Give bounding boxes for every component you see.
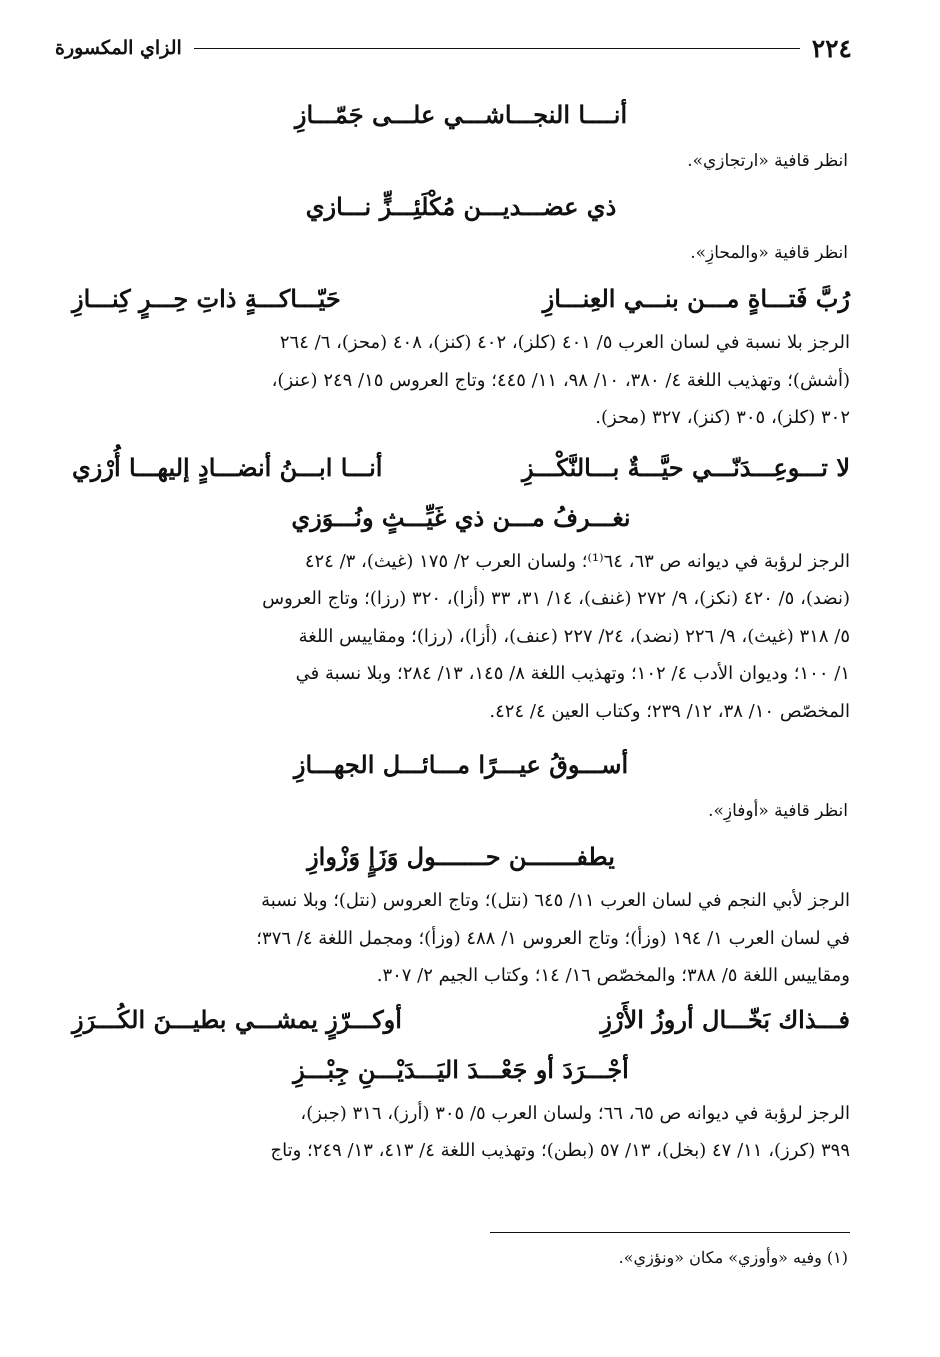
- citation-line: (أشش)؛ وتهذيب اللغة ٤/ ٣٨٠، ١٠/ ٩٨، ١١/ ٤٤٥؛ وتاج العروس ١٥/ ٢٤٩ (عنز)،: [271, 369, 850, 391]
- citation-line: المخصّص ١٠/ ٣٨، ١٢/ ٢٣٩؛ وكتاب العين ٤/ ٤٢٤.: [489, 700, 850, 722]
- verse-hemistich-second: أوكـــرّزٍ يمشـــي بطيـــنَ الكُـــرَزِ: [72, 1004, 402, 1034]
- citation-line: الرجز بلا نسبة في لسان العرب ٥/ ٤٠١ (كلز)، ٤٠٢ (كنز)، ٤٠٨ (محز)، ٦/ ٢٦٤: [279, 332, 850, 353]
- footnote-rule: [490, 1232, 850, 1233]
- citation-line: ٣٠٢ (كلز)، ٣٠٥ (كنز)، ٣٢٧ (محز).: [595, 407, 850, 428]
- page-number: ٢٢٤: [811, 33, 852, 63]
- citation-paragraph: [72, 324, 850, 437]
- citation-line: الرجز لرؤبة في ديوانه ص ٦٥، ٦٦؛ ولسان العرب ٥/ ٣٠٥ (أرز)، ٣١٦ (جبز)،: [300, 1102, 850, 1124]
- citation-paragraph: [72, 882, 850, 995]
- verse-hemistich-second: حَيّـــاكـــةٍ ذاتِ حِـــرٍ كِنـــازِ: [72, 284, 341, 313]
- verse-hemistich-second: أنـــا ابـــنُ أنضـــادٍ إليهـــا أُرْزي: [72, 452, 383, 482]
- citation-line: في لسان العرب ١/ ١٩٤ (وزأ)؛ وتاج العروس ١/ ٤٨٨ (وزأ)؛ ومجمل اللغة ٤/ ٣٧٦؛: [256, 927, 850, 949]
- verse-line: أجْـــرَدَ أو جَعْـــدَ اليَـــدَيْـــنِ جِبْـــزِ: [293, 1054, 629, 1084]
- citation-line: الرجز لرؤبة في ديوانه ص ٦٣، ٦٤⁽¹⁾؛ ولسان العرب ٢/ ١٧٥ (غيث)، ٣/ ٤٢٤: [304, 550, 850, 572]
- cross-reference: انظر قافية «ارتجازي».: [687, 151, 848, 171]
- footnote: (١) وفيه «وأوزي» مكان «ونؤزي».: [618, 1248, 848, 1267]
- verse-line: أنــــا النجـــاشـــي علـــى جَمّـــازِ: [294, 100, 628, 129]
- citation-line: الرجز لأبي النجم في لسان العرب ١١/ ٦٤٥ (نتل)؛ وتاج العروس (نتل)؛ وبلا نسبة: [261, 890, 850, 911]
- running-title: الزاي المكسورة: [55, 37, 182, 59]
- citation-paragraph: [72, 543, 850, 731]
- citation-line: ٣٩٩ (كرز)، ١١/ ٤٧ (بخل)، ١٣/ ٥٧ (بطن)؛ وتهذيب اللغة ٤/ ٤١٣، ١٣/ ٢٤٩؛ وتاج: [270, 1140, 850, 1161]
- verse-couplet: [72, 274, 850, 324]
- citation-line: ٥/ ٣١٨ (غيث)، ٩/ ٢٢٦ (نضد)، ٢٤/ ٢٢٧ (عنف)، (أزا)، (رزا)؛ ومقاييس اللغة: [298, 625, 850, 647]
- page-header: [55, 32, 852, 64]
- verse-line: نغـــرفُ مـــن ذي غَيِّـــثٍ ونُـــوَزي: [291, 502, 631, 532]
- citation-line: ومقاييس اللغة ٥/ ٣٨٨؛ والمخصّص ١٦/ ١٤؛ وكتاب الجيم ٢/ ٣٠٧.: [376, 965, 850, 986]
- verse-couplet: [72, 443, 850, 493]
- verse-hemistich-first: لا تـــوعِـــدَنّـــي حيَّـــةٌ بـــالنَّكْـــزِ: [522, 452, 850, 482]
- citation-line: ١/ ١٠٠؛ وديوان الأدب ٤/ ١٠٢؛ وتهذيب اللغة ٨/ ١٤٥، ١٣/ ٢٨٤؛ وبلا نسبة في: [295, 663, 850, 684]
- citation-paragraph: [72, 1095, 850, 1170]
- verse-line: أســـوقُ عيـــرًا مـــائـــل الجهـــازِ: [293, 750, 629, 779]
- verse-hemistich-first: فـــذاك بَخّـــال أروزُ الأَرْزِ: [600, 1004, 850, 1034]
- verse-line: ذي عضـــديـــن مُكْلَئِـــزٍّ نـــازي: [305, 192, 617, 221]
- verse-couplet: [72, 995, 850, 1045]
- verse-line: يطفـــــــن حـــــــول وَزَإٍ وَزْوازِ: [307, 842, 615, 871]
- header-rule: [194, 48, 800, 49]
- cross-reference: انظر قافية «أوفازِ».: [708, 801, 848, 821]
- citation-line: (نضد)، ٥/ ٤٢٠ (نكز)، ٩/ ٢٧٢ (غنف)، ١٤/ ٣١، ٣٣ (أزا)، ٣٢٠ (رزا)؛ وتاج العروس: [262, 588, 850, 609]
- page-content: [72, 90, 850, 1170]
- cross-reference: انظر قافية «والمحازِ».: [690, 243, 848, 263]
- verse-hemistich-first: رُبَّ فَتـــاةٍ مـــن بنـــي العِنـــازِ: [542, 284, 850, 313]
